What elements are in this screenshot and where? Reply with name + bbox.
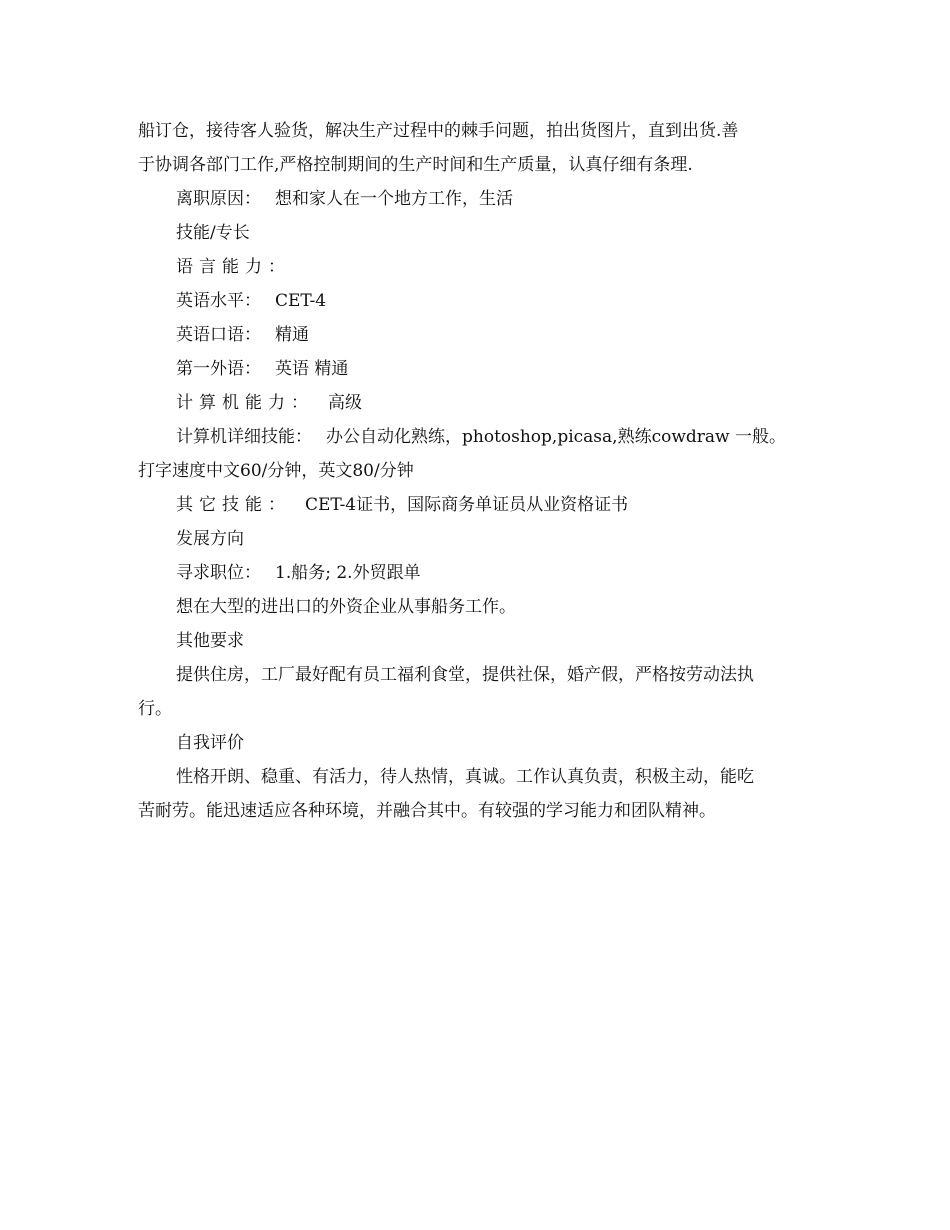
self-evaluation-heading: 自我评价 [176,733,244,753]
first-foreign-language-label: 第一外语： [176,359,261,379]
skills-heading: 技能/专长 [176,223,250,243]
other-requirements-heading: 其他要求 [176,631,244,651]
self-evaluation-line-2: 苦耐劳。能迅速适应各种环境，并融合其中。有较强的学习能力和团队精神。 [138,801,716,821]
job-seek-label: 寻求职位： [176,563,261,583]
job-seek-value: 1.船务; 2.外贸跟单 [275,563,421,583]
requirements-line-1: 提供住房，工厂最好配有员工福利食堂，提供社保，婚产假，严格按劳动法执 [176,665,754,685]
other-skills-label: 其它技能： [176,495,291,515]
leave-reason-value: 想和家人在一个地方工作，生活 [275,189,513,209]
requirements-line-2: 行。 [138,699,172,719]
spoken-english-value: 精通 [275,325,309,345]
job-desire: 想在大型的进出口的外资企业从事船务工作。 [176,597,516,617]
self-evaluation-line-1: 性格开朗、稳重、有活力，待人热情，真诚。工作认真负责，积极主动，能吃 [176,767,754,787]
english-level-row [138,284,828,318]
computer-ability-value: 高级 [328,393,362,413]
development-heading: 发展方向 [176,529,244,549]
computer-detail-label: 计算机详细技能： [176,427,312,447]
leave-reason-row [138,182,828,216]
work-description-line-2: 于协调各部门工作,严格控制期间的生产时间和生产质量，认真仔细有条理. [138,155,693,175]
english-level-label: 英语水平： [176,291,261,311]
work-description-line-1: 船订仓，接待客人验货，解决生产过程中的棘手问题，拍出货图片，直到出货.善 [138,121,739,141]
job-seek-row [138,556,828,590]
computer-ability-row [138,386,828,420]
first-foreign-language-value: 英语 精通 [275,359,349,379]
computer-detail-row [138,420,828,454]
spoken-english-row [138,318,828,352]
leave-reason-label: 离职原因： [176,189,261,209]
other-skills-value: CET-4证书，国际商务单证员从业资格证书 [305,495,629,515]
computer-ability-label: 计算机能力： [176,393,314,413]
resume-page [138,114,828,828]
computer-detail-value: 办公自动化熟练，photoshop,picasa,熟练cowdraw 一般。 [326,427,786,447]
first-foreign-language-row [138,352,828,386]
language-ability-label: 语言能力： [176,257,291,277]
typing-speed: 打字速度中文60/分钟，英文80/分钟 [138,461,414,481]
english-level-value: CET-4 [275,291,327,311]
other-skills-row [138,488,828,522]
spoken-english-label: 英语口语： [176,325,261,345]
